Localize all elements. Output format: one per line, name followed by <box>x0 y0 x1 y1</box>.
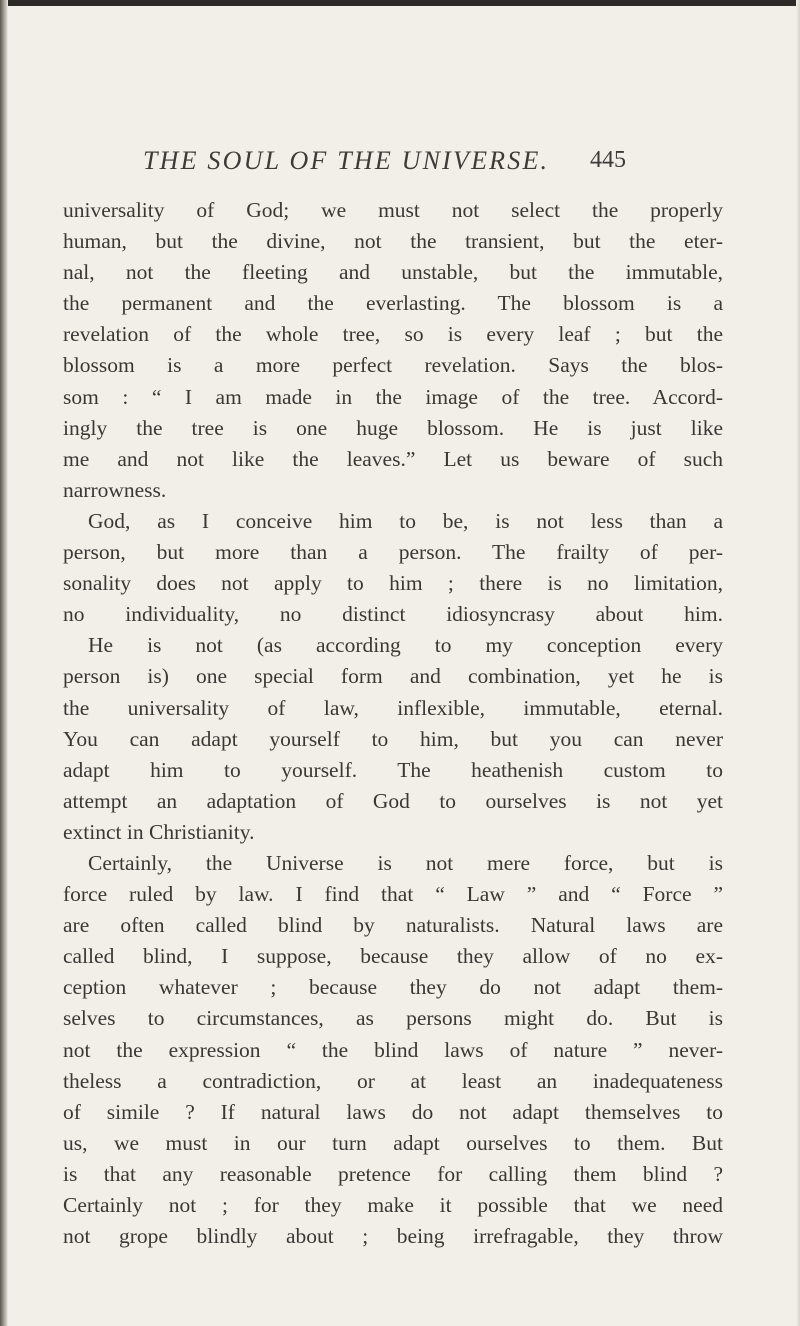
text-line: adapt him to yourself. The heathenish custom to <box>63 757 723 782</box>
text-line: is that any reasonable pretence for calling them blind ? <box>63 1161 723 1186</box>
text-line: called blind, I suppose, because they allow of no ex- <box>63 944 723 969</box>
text-line: person, but more than a person. The frailty of per- <box>63 540 723 565</box>
text-line: blossom is a more perfect revelation. Says the blos- <box>63 353 723 378</box>
text-line: Certainly not ; for they make it possible that we need <box>63 1193 723 1217</box>
page-right-edge <box>796 0 800 1326</box>
page-number: 445 <box>590 147 626 173</box>
text-line: sonality does not apply to him ; there is no limitation, <box>63 571 723 596</box>
text-line: selves to circumstances, as persons might do. But is <box>63 1006 723 1031</box>
text-line: theless a contradiction, or at least an inadequateness <box>63 1068 723 1093</box>
text-line: force ruled by law. I find that “ Law ” and “ Force ” <box>63 882 723 907</box>
text-line: universality of God; we must not select the properly <box>63 198 723 222</box>
text-line: narrowness. <box>63 477 167 502</box>
text-line: ception whatever ; because they do not adapt them- <box>63 975 723 1000</box>
text-line: som : “ I am made in the image of the tree. Accord- <box>63 384 723 409</box>
text-line: no individuality, no distinct idiosyncrasy about him. <box>63 602 723 627</box>
text-line: You can adapt yourself to him, but you can never <box>63 726 723 751</box>
text-line: human, but the divine, not the transient, but the eter- <box>63 229 723 254</box>
text-line: Certainly, the Universe is not mere force, but is <box>88 850 723 875</box>
text-line: He is not (as according to my conception every <box>88 633 723 658</box>
body-text <box>63 195 723 1252</box>
text-line: not grope blindly about ; being irrefragable, they throw <box>63 1224 723 1249</box>
running-title: THE SOUL OF THE UNIVERSE. <box>143 146 550 175</box>
text-line: God, as I conceive him to be, is not less than a <box>88 508 723 533</box>
text-line: revelation of the whole tree, so is every leaf ; but the <box>63 322 723 347</box>
text-line: not the expression “ the blind laws of nature ” never- <box>63 1037 723 1062</box>
text-line: the permanent and the everlasting. The blossom is a <box>63 291 723 316</box>
text-line: attempt an adaptation of God to ourselves is not yet <box>63 788 723 813</box>
text-line: nal, not the fleeting and unstable, but the immutable, <box>63 260 723 285</box>
text-line: us, we must in our turn adapt ourselves to them. But <box>63 1130 723 1155</box>
page-header <box>0 146 800 182</box>
text-line: me and not like the leaves.” Let us beware of such <box>63 446 723 471</box>
text-line: extinct in Christianity. <box>63 819 255 844</box>
text-line: the universality of law, inflexible, immutable, eternal. <box>63 695 723 720</box>
text-line: person is) one special form and combination, yet he is <box>63 664 723 689</box>
page-top-shadow <box>0 0 800 6</box>
text-line: ingly the tree is one huge blossom. He is just like <box>63 415 723 440</box>
text-line: of simile ? If natural laws do not adapt themselves to <box>63 1099 723 1124</box>
page-binding-edge <box>0 0 8 1326</box>
text-line: are often called blind by naturalists. Natural laws are <box>63 913 723 938</box>
